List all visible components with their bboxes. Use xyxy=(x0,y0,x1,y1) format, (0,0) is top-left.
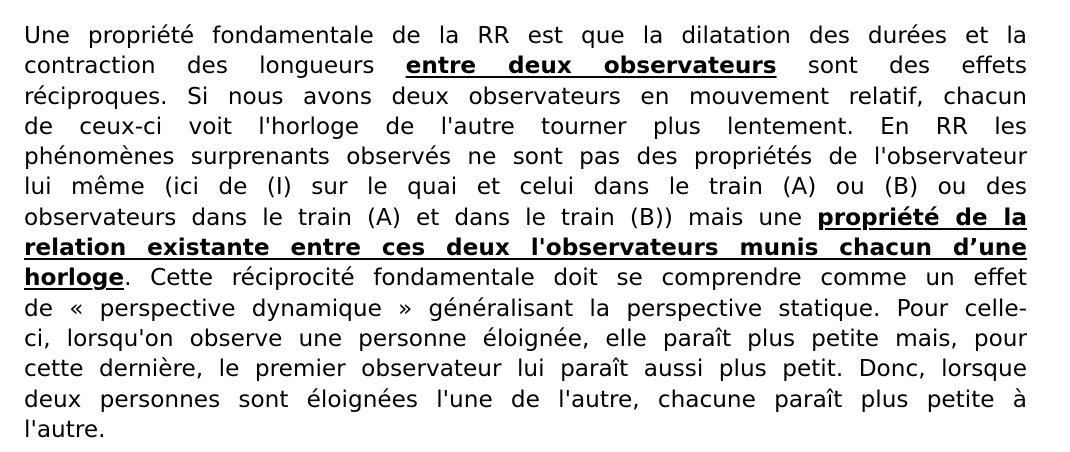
paragraph-line xyxy=(24,415,1027,445)
paragraph-line xyxy=(24,354,1027,384)
text-run: sont des effets xyxy=(776,52,1027,80)
paragraph-line xyxy=(24,51,1027,81)
paragraph-line xyxy=(24,263,1027,293)
text-run: observateurs dans le train (A) et dans le train (B)) mais une xyxy=(24,203,818,231)
text-run: réciproques. Si nous avons deux observateurs en mouvement relatif, chacun xyxy=(24,82,1027,110)
text-run: . Cette réciprocité fondamentale doit se comprendre comme un effet xyxy=(124,264,1027,292)
emphasized-text-run: entre deux observateurs xyxy=(405,52,777,80)
paragraph-line xyxy=(24,142,1027,172)
text-run: lui même (ici de (I) sur le quai et celui dans le train (A) ou (B) ou des xyxy=(24,173,1027,201)
paragraph-line xyxy=(24,294,1027,324)
text-run: ci, lorsqu'on observe une personne éloignée, elle paraît plus petite mais, pour xyxy=(24,324,1027,352)
text-run: Une propriété fondamentale de la RR est que la dilatation des durées et la xyxy=(24,22,1027,49)
emphasized-text-run: horloge xyxy=(24,264,125,292)
paragraph xyxy=(24,21,1027,445)
text-run: l'autre. xyxy=(24,415,106,443)
text-run: phénomènes surprenants observés ne sont pas des propriétés de l'observateur xyxy=(24,143,1027,171)
paragraph-line xyxy=(24,324,1027,354)
text-run: deux personnes sont éloignées l'une de l'autre, chacune paraît plus petite à xyxy=(24,385,1027,413)
paragraph-line xyxy=(24,21,1027,51)
text-run: cette dernière, le premier observateur lui paraît aussi plus petit. Donc, lorsque xyxy=(24,355,1027,383)
document-body xyxy=(24,21,1027,445)
text-run: de « perspective dynamique » généralisant la perspective statique. Pour celle- xyxy=(24,294,1027,322)
paragraph-line xyxy=(24,82,1027,112)
emphasized-text-run: relation existante entre ces deux l'observateurs munis chacun d’une xyxy=(24,234,1027,262)
paragraph-line xyxy=(24,172,1027,202)
paragraph-line xyxy=(24,233,1027,263)
text-run: de ceux-ci voit l'horloge de l'autre tourner plus lentement. En RR les xyxy=(24,112,1027,140)
paragraph-line xyxy=(24,112,1027,142)
paragraph-line xyxy=(24,203,1027,233)
paragraph-line xyxy=(24,385,1027,415)
emphasized-text-run: propriété de la xyxy=(817,203,1027,231)
text-run: contraction des longueurs xyxy=(24,52,406,80)
